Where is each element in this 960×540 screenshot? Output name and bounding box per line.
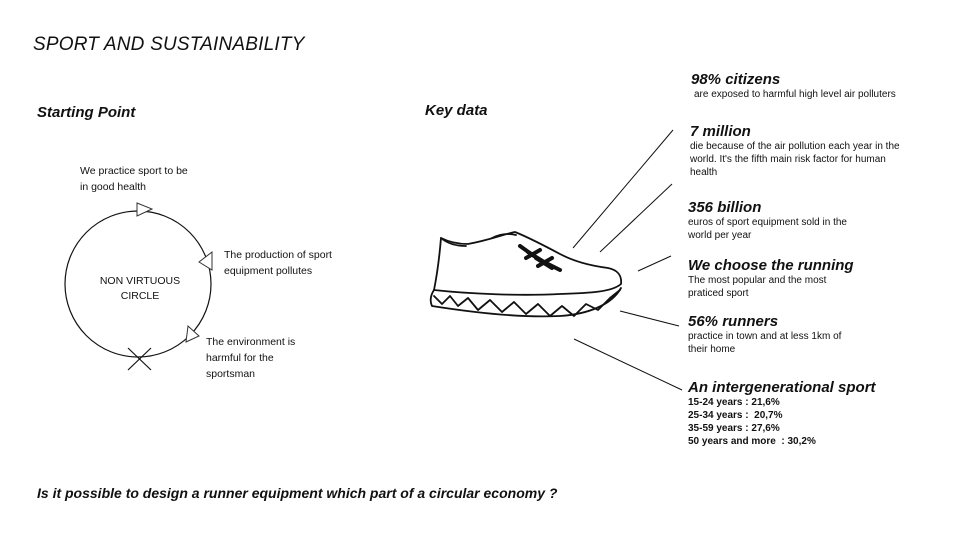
circle-label-line: CIRCLE (120, 290, 160, 302)
key-data-item (688, 257, 854, 300)
age-breakdown-line: 50 years and more : 30,2% (688, 436, 816, 447)
key-data-item (688, 379, 876, 448)
cycle-step-3-line: The environment is (206, 336, 296, 348)
cycle-step-3-line: harmful for the (206, 352, 274, 364)
stat-text: are exposed to harmful high level air polluters (694, 89, 896, 100)
stat-title: 356 billion (688, 199, 762, 216)
cycle-step-2 (224, 247, 332, 279)
running-shoe-icon (431, 232, 621, 316)
key-data-item (691, 71, 896, 101)
stat-title: 98% citizens (691, 71, 781, 88)
stat-text: The most popular and the most (688, 275, 827, 286)
stat-text: world per year (688, 230, 752, 241)
circle-center-label (90, 274, 190, 304)
age-breakdown-line: 35-59 years : 27,6% (688, 423, 780, 434)
stat-text: world. It's the fifth main risk factor for human (690, 154, 886, 165)
closing-question: Is it possible to design a runner equipment which part of a circular economy ? (37, 485, 558, 501)
starting-point-heading: Starting Point (37, 104, 136, 121)
cycle-step-2-line: equipment pollutes (224, 265, 313, 277)
stat-title: We choose the running (688, 257, 854, 274)
stat-text: health (690, 167, 718, 178)
triangle-arrow-icon (186, 326, 199, 342)
circle-label-line: NON VIRTUOUS (99, 275, 181, 287)
stat-text: their home (688, 344, 736, 355)
triangle-arrow-icon (137, 203, 152, 216)
cycle-step-3-line: sportsman (206, 368, 256, 380)
cycle-step-1-line: in good health (80, 181, 146, 193)
stat-title: An intergenerational sport (688, 379, 876, 396)
cycle-step-1 (80, 163, 188, 195)
stat-text: euros of sport equipment sold in the (688, 217, 847, 228)
cycle-step-3 (206, 334, 295, 382)
key-data-item (688, 199, 847, 242)
cycle-step-2-line: The production of sport (224, 249, 332, 261)
key-data-heading: Key data (425, 102, 488, 119)
key-data-item (688, 313, 841, 356)
stat-title: 7 million (690, 123, 751, 140)
cycle-step-1-line: We practice sport to be (80, 165, 188, 177)
stat-title: 56% runners (688, 313, 779, 330)
connector-lines (573, 130, 682, 390)
age-breakdown-line: 25-34 years : 20,7% (688, 410, 783, 421)
slide-title: SPORT AND SUSTAINABILITY (33, 34, 305, 55)
stat-text: praticed sport (688, 288, 749, 299)
stat-text: practice in town and at less 1km of (688, 331, 842, 342)
key-data-item (690, 123, 900, 179)
age-breakdown-line: 15-24 years : 21,6% (688, 397, 780, 408)
stat-text: die because of the air pollution each year in the (690, 141, 900, 152)
cross-icon (128, 348, 151, 370)
